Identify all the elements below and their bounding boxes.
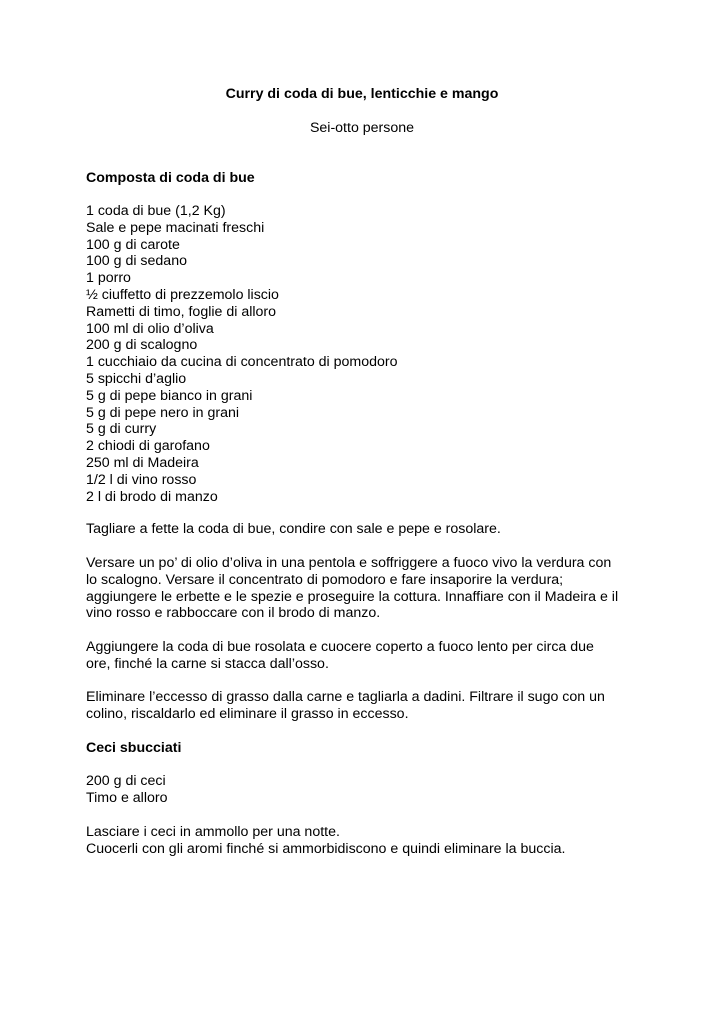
ingredient-item: Rametti di timo, foglie di alloro xyxy=(86,303,277,320)
step-line: colino, riscaldarlo ed eliminare il grasso in eccesso. xyxy=(86,705,409,722)
ingredient-item: 200 g di scalogno xyxy=(86,337,198,354)
step-line: Versare un po’ di olio d’oliva in una pentola e soffriggere a fuoco vivo la verdura con xyxy=(86,555,612,571)
recipe-title: Curry di coda di bue, lenticchie e mango xyxy=(225,86,499,102)
step-line: ore, finché la carne si stacca dall’osso. xyxy=(86,655,329,672)
ingredient-item: 200 g di ceci xyxy=(86,773,166,789)
ingredient-item: 2 l di brodo di manzo xyxy=(86,488,218,505)
ingredient-item: 1/2 l di vino rosso xyxy=(86,471,197,488)
step-paragraph xyxy=(86,689,646,723)
step-line: Aggiungere la coda di bue rosolata e cuocere coperto a fuoco lento per circa due xyxy=(86,639,594,655)
step-paragraph xyxy=(86,555,646,622)
step-paragraph xyxy=(86,824,646,858)
ingredient-item: 100 ml di olio d’oliva xyxy=(86,320,214,337)
step-line: aggiungere le erbette e le spezie e proseguire la cottura. Innaffiare con il Madeira e il xyxy=(86,588,619,605)
ingredient-list-chickpeas xyxy=(86,773,646,807)
ingredient-item: 2 chiodi di garofano xyxy=(86,438,210,455)
step-line: Cuocerli con gli aromi finché si ammorbidiscono e quindi eliminare la buccia. xyxy=(86,840,566,857)
step-line: lo scalogno. Versare il concentrato di pomodoro e fare insaporire la verdura; xyxy=(86,571,564,588)
ingredient-item: 5 spicchi d’aglio xyxy=(86,370,187,387)
ingredient-item: 100 g di carote xyxy=(86,236,180,253)
step-line: Eliminare l’eccesso di grasso dalla carne e tagliarla a dadini. Filtrare il sugo con un xyxy=(86,689,605,705)
ingredient-item: 5 g di pepe bianco in grani xyxy=(86,387,253,404)
ingredient-item: 5 g di pepe nero in grani xyxy=(86,404,240,421)
step-line: Tagliare a fette la coda di bue, condire con sale e pepe e rosolare. xyxy=(86,521,501,537)
step-line: vino rosso e rabboccare con il brodo di manzo. xyxy=(86,605,381,622)
section-heading-oxtail: Composta di coda di bue xyxy=(86,170,255,186)
ingredient-item: Timo e alloro xyxy=(86,789,168,806)
ingredient-item: 1 porro xyxy=(86,270,131,287)
step-paragraph xyxy=(86,521,646,538)
ingredient-item: 100 g di sedano xyxy=(86,253,187,270)
ingredient-item: 1 cucchiaio da cucina di concentrato di pomodoro xyxy=(86,354,398,371)
ingredient-item: ½ ciuffetto di prezzemolo liscio xyxy=(86,286,279,303)
ingredient-item: 1 coda di bue (1,2 Kg) xyxy=(86,203,226,219)
step-paragraph xyxy=(86,639,646,673)
ingredient-item: 250 ml di Madeira xyxy=(86,454,199,471)
ingredient-item: 5 g di curry xyxy=(86,421,157,438)
step-line: Lasciare i ceci in ammollo per una notte. xyxy=(86,824,340,840)
section-heading-chickpeas: Ceci sbucciati xyxy=(86,740,182,756)
ingredient-list-oxtail xyxy=(86,203,646,505)
servings: Sei-otto persone xyxy=(309,120,415,136)
ingredient-item: Sale e pepe macinati freschi xyxy=(86,219,265,236)
